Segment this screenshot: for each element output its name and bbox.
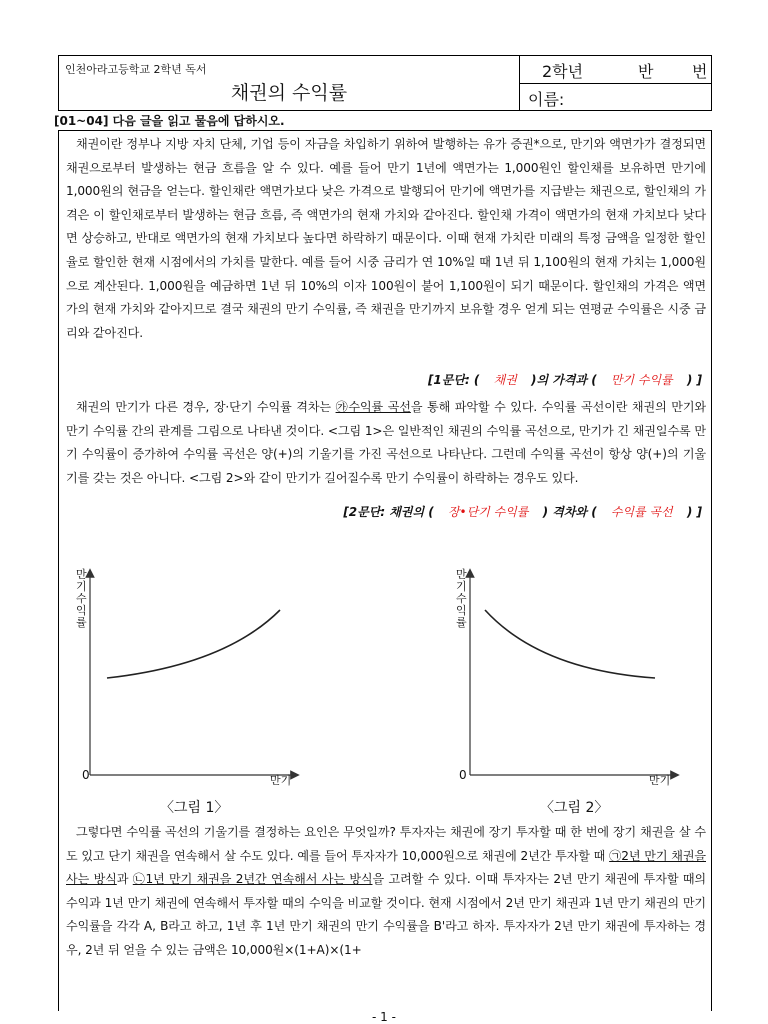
- header-box: [58, 55, 712, 111]
- name-row: [520, 84, 711, 110]
- figure-1-graph: [75, 565, 305, 790]
- figure-2-origin: 0: [459, 768, 467, 782]
- paragraph-3-text-2: 과: [116, 872, 133, 887]
- figure-2-ylabel: [456, 569, 468, 629]
- figure-1-ylabel-char: 수: [76, 592, 87, 605]
- figure-1-curve: [107, 610, 280, 678]
- figure-1-origin: 0: [82, 768, 90, 782]
- figure-2-curve: [485, 610, 655, 678]
- figure-1-ylabel: [76, 569, 88, 629]
- number-label: 번: [692, 62, 708, 81]
- summary-2-mid: ) 격차와 (: [542, 505, 597, 519]
- school-name: 인천아라고등학교 2학년 독서: [65, 63, 207, 76]
- figure-1-xlabel: 만기: [270, 774, 292, 787]
- figure-2-ylabel-char: 만: [456, 568, 467, 581]
- summary-2-answer-2: 수익률 곡선: [610, 505, 673, 519]
- summary-1-prefix: [1문단: (: [427, 373, 480, 387]
- figure-2-graph: [455, 565, 685, 790]
- summary-1-mid: )의 가격과 (: [530, 373, 597, 387]
- summary-1: [428, 371, 702, 388]
- summary-1-answer-2: 만기 수익률: [610, 373, 673, 387]
- summary-2-prefix: [2문단: 채권의 (: [343, 505, 434, 519]
- paragraph-3: [66, 821, 706, 963]
- paragraph-3-text-3: 을 고려할 수 있다. 이때 투자자는 2년 만기 채권에 투자할 때의 수익과 1년 만기 채권에 연속해서 투자할 때의 수익을 비교할 것이다. 현재 시점에서 2년 만기 채권과 1년 만기 채권의 만기 수익률을 각각 A, B라고 하고, 1년 후 1년 만기 채권의 만기 수익률을 B'라고 하자. 투자자가 2년 만기 채권에 투자하는 경우, 2년 뒤 얻을 수 있는 금액은 10,000원×(1+A)×(1+: [66, 872, 707, 957]
- class-label: 반: [638, 62, 654, 81]
- paragraph-2-text-2: 을 통해 파악할 수 있다. 수익률 곡선이란 채권의 만기와 만기 수익률 간의 관계를 그림으로 나타낸 것이다. <그림 1>은 일반적인 채권의 수익률 곡선으로, 만기가 긴 채권일수록 만기 수익률이 증가하여 수익률 곡선은 양(+)의 기울기를 가진 곡선으로 나타난다. 그런데 수익률 곡선이 항상 양(+)의 기울기를 갖는 것은 아니다. <그림 2>와 같이 만기가 길어질수록 만기 수익률이 하락하는 경우도 있다.: [66, 400, 707, 485]
- figure-2-ylabel-char: 수: [456, 592, 467, 605]
- paragraph-3-text-1: 그렇다면 수익률 곡선의 기울기를 결정하는 요인은 무엇일까? 투자자는 채권에 장기 투자할 때 한 번에 장기 채권을 살 수도 있고 단기 채권을 연속해서 살 수도 있다. 예를 들어 투자자가 10,000원으로 채권에 2년간 투자할 때: [66, 825, 706, 863]
- summary-2: [343, 503, 702, 520]
- instruction: [01~04] 다음 글을 읽고 물음에 답하시오.: [54, 114, 285, 128]
- grade-label: 2학년: [542, 62, 584, 81]
- figure-1-ylabel-char: 익: [76, 604, 87, 617]
- summary-2-suffix: ) ]: [686, 505, 702, 519]
- figure-2-ylabel-char: 기: [456, 580, 467, 593]
- page-number: - 1 -: [372, 1010, 396, 1024]
- grade-row: [520, 56, 711, 84]
- paragraph-3-underline-1: ㉠2년 만기 채권을 사는 방식: [66, 848, 706, 887]
- summary-2-answer-1: 장•단기 수익률: [447, 505, 529, 519]
- figure-1-caption: 〈그림 1〉: [160, 800, 229, 816]
- summary-1-answer-1: 채권: [493, 373, 517, 387]
- page-title: 채권의 수익률: [230, 82, 348, 104]
- summary-1-suffix: ) ]: [686, 373, 702, 387]
- paragraph-1: 채권이란 정부나 지방 자치 단체, 기업 등이 자금을 차입하기 위하여 발행하는 유가 증권*으로, 만기와 액면가가 결정되면 채권으로부터 발생하는 현금 흐름을 알 수 있다. 예를 들어 만기 1년에 액면가는 1,000원인 할인채를 보유하면 만기에 1,000원의 현금을 얻는다. 할인채란 액면가보다 낮은 가격으로 발행되어 만기에 액면가를 지급받는 채권으로, 할인채의 가격은 이 할인채로부터 발생하는 현금 흐름, 즉 액면가의 현재 가치와 같아진다. 할인채 가격이 액면가의 현재 가치보다 낮다면 상승하고, 반대로 액면가의 현재 가치보다 높다면 하락하기 때문이다. 이때 현재 가치란 미래의 특정 금액을 일정한 할인율로 할인한 현재 시점에서의 가치를 말한다. 예를 들어 시중 금리가 연 10%일 때 1년 뒤 1,100원의 현재 가치는 1,000원으로 계산된다. 1,000원을 예금하면 1년 뒤 10%의 이자 100원이 붙어 1,100원이 되기 때문이다. 할인채의 가격은 액면가의 현재 가치와 같아지므로 결국 채권의 만기 수익률, 즉 채권을 만기까지 보유할 경우 얻게 되는 연평균 수익률은 시중 금리와 같아진다.: [66, 137, 706, 340]
- paragraph-2-underline-1: ㉮수익률 곡선: [335, 400, 411, 414]
- figure-2-xlabel: 만기: [649, 774, 671, 787]
- figure-2-caption: 〈그림 2〉: [540, 800, 609, 816]
- figure-1-ylabel-char: 기: [76, 580, 87, 593]
- figure-2-ylabel-char: 률: [456, 616, 467, 629]
- figure-1-ylabel-char: 만: [76, 568, 87, 581]
- figure-2-ylabel-char: 익: [456, 604, 467, 617]
- header-left: [59, 56, 520, 110]
- name-label: 이름:: [528, 90, 565, 109]
- paragraph-2: [66, 396, 706, 490]
- figure-1-ylabel-char: 률: [76, 616, 87, 629]
- paragraph-2-text-1: 채권의 만기가 다른 경우, 장·단기 수익률 격차는: [76, 400, 336, 414]
- paragraph-3-underline-2: ㉡1년 만기 채권을 2년간 연속해서 사는 방식: [132, 872, 373, 887]
